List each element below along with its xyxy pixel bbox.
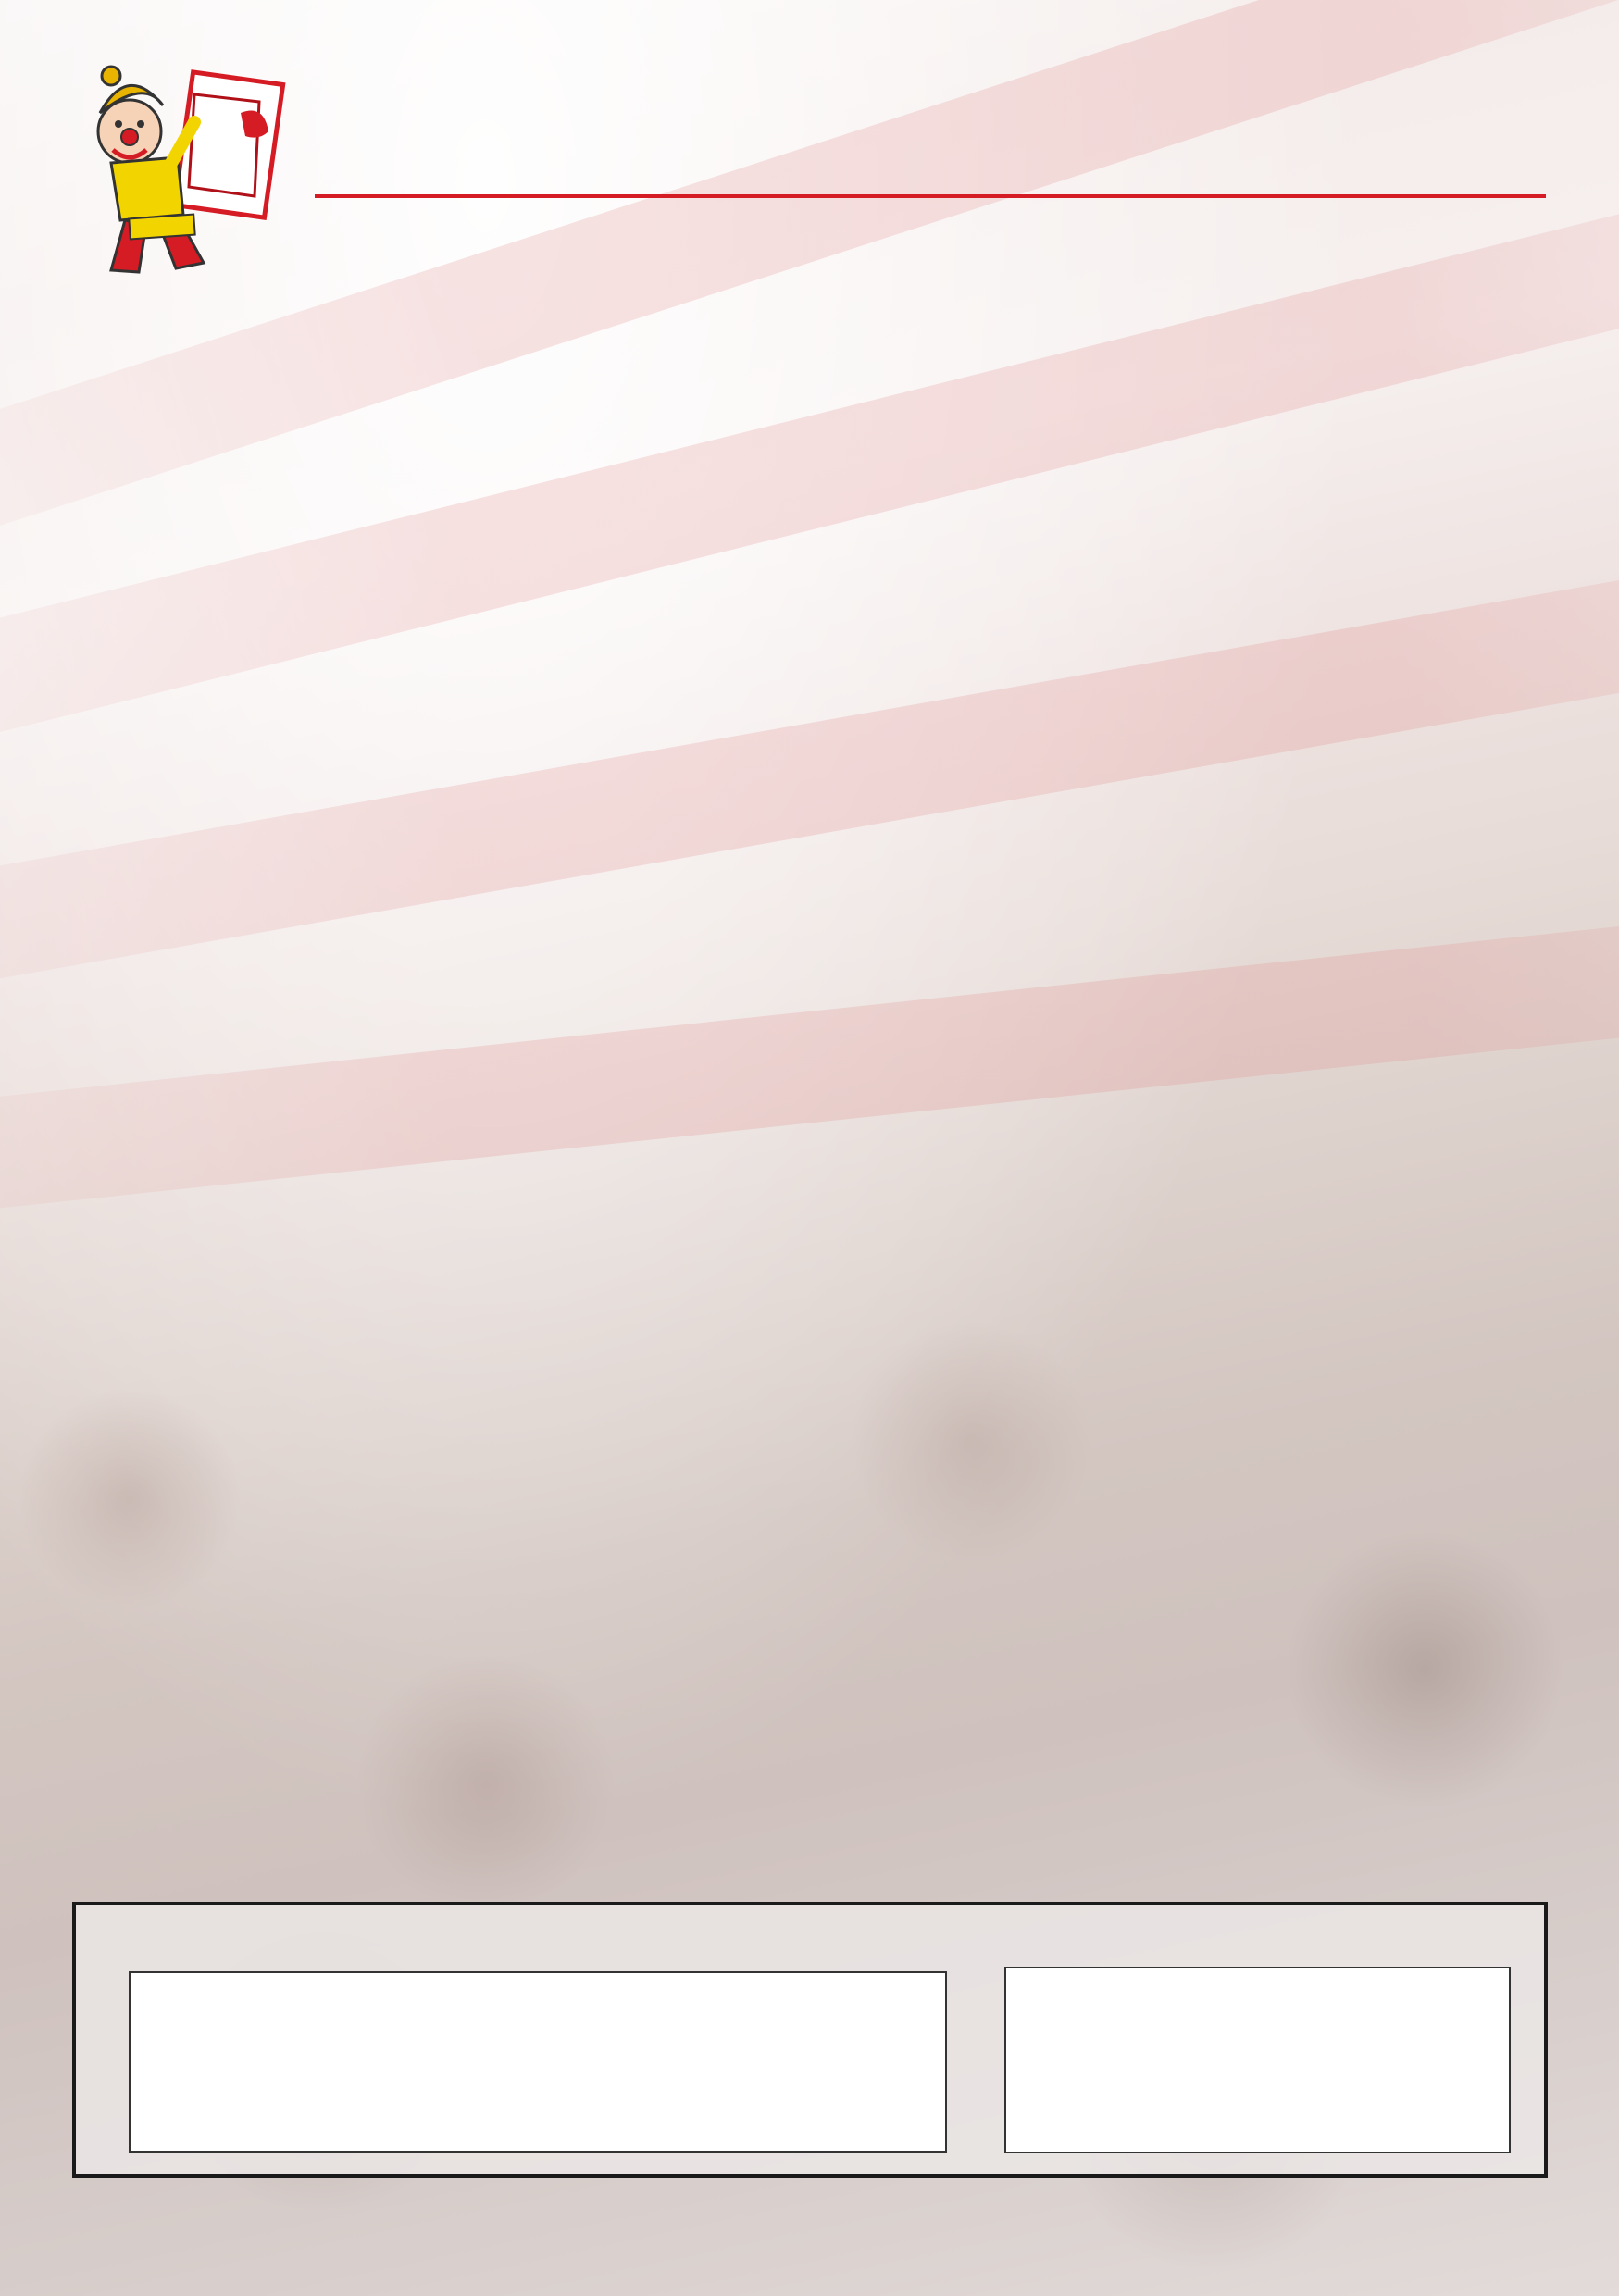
- presale-box: [1004, 1967, 1511, 2153]
- mascot-logo: [74, 57, 315, 289]
- info-box: [72, 1902, 1548, 2178]
- header-divider: [315, 194, 1546, 198]
- main-title: [65, 278, 1361, 490]
- vereinszentrum-box: [129, 1971, 947, 2153]
